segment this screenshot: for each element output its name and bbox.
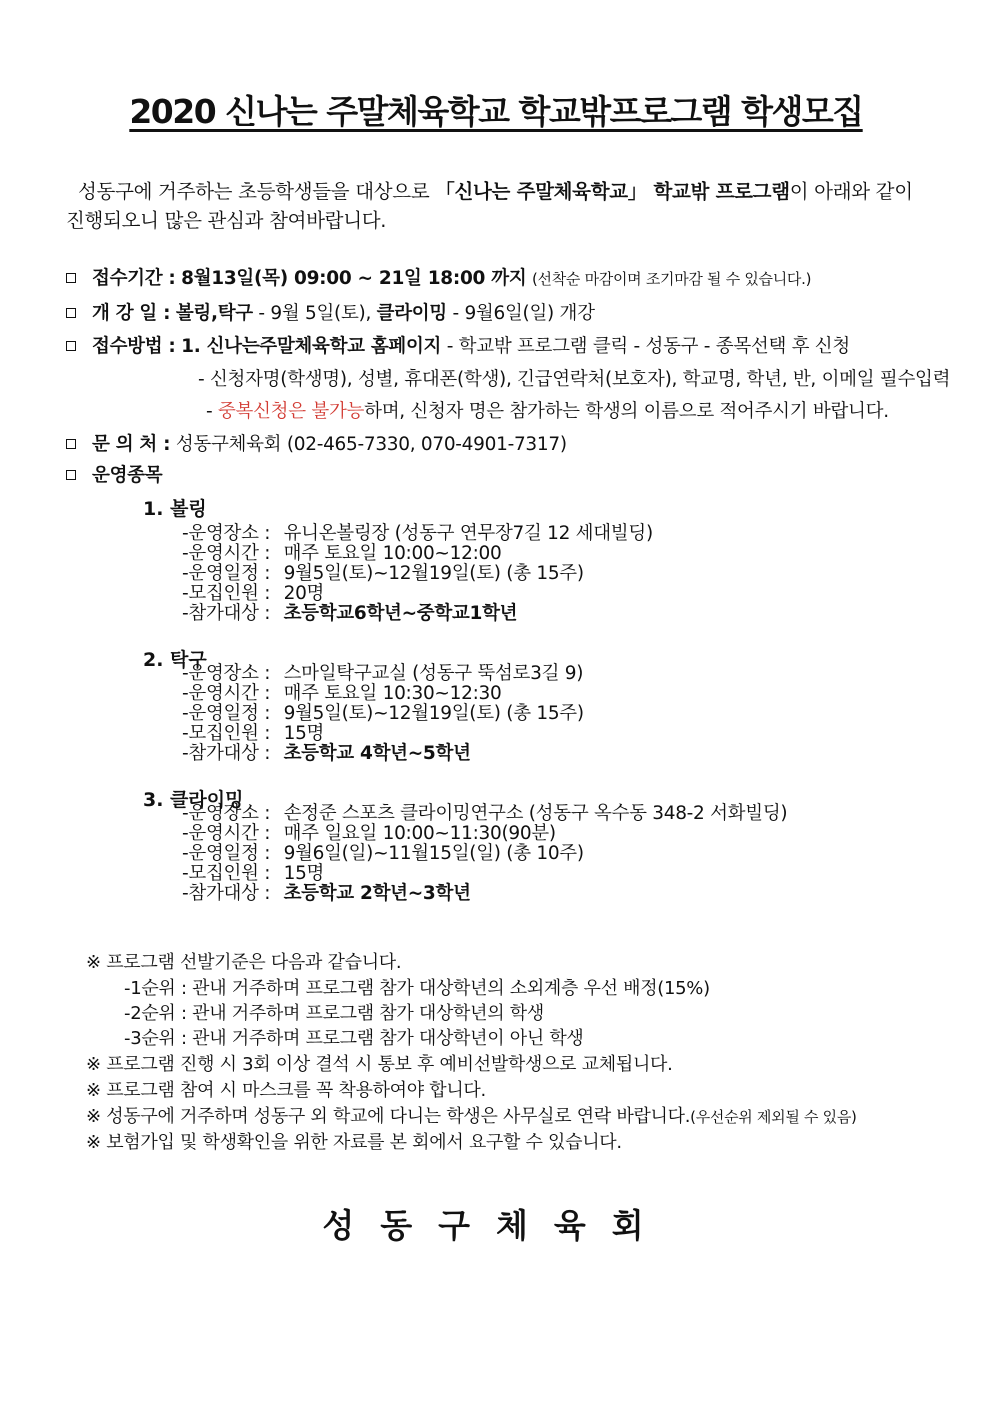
detail-value: 초등학교6학년~중학교1학년	[283, 603, 518, 624]
detail-label: -운영장소 :	[182, 523, 271, 544]
method-dash: -	[206, 401, 218, 422]
contact-row	[66, 430, 567, 456]
duplicate-warning: 중복신청은 불가능	[217, 401, 365, 422]
detail-row	[182, 844, 787, 864]
note-mask: ※ 프로그램 참여 시 마스크를 꼭 착용하여야 합니다.	[86, 1080, 486, 1101]
intro-line-2: 진행되오니 많은 관심과 참여바랍니다.	[66, 209, 387, 232]
intro-program-name: 「신나는 주말체육학교」 학교밖 프로그램	[435, 180, 790, 203]
square-bullet-icon	[66, 341, 76, 351]
page-title	[0, 86, 992, 133]
detail-label: -운영일정 :	[182, 843, 271, 864]
square-bullet-icon	[66, 308, 76, 318]
detail-value: 초등학교 4학년~5학년	[283, 743, 471, 764]
note-priority-exclusion: (우선순위 제외될 수 있음)	[690, 1108, 857, 1126]
note-rank-1: -1순위 : 관내 거주하며 프로그램 참가 대상학년의 소외계층 우선 배정(15%)	[124, 978, 710, 999]
sport-heading: 2. 탁구	[143, 649, 207, 671]
opening-sports-2: 클라이밍	[376, 303, 447, 324]
square-bullet-icon	[66, 470, 76, 480]
method-required-fields: - 신청자명(학생명), 성별, 휴대폰(학생), 긴급연락처(보호자), 학교명, 학년, 반, 이메일 필수입력	[198, 369, 951, 390]
sports-row	[66, 461, 162, 487]
square-bullet-icon	[66, 273, 76, 283]
sport-details	[182, 524, 653, 624]
method-name-note: 하며, 신청자 명은 참가하는 학생의 이름으로 적어주시기 바랍니다.	[364, 401, 889, 422]
reception-note: (선착순 마감이며 조기마감 될 수 있습니다.)	[532, 270, 812, 288]
reception-label: 접수기간 :	[92, 268, 176, 289]
detail-value: 유니온볼링장 (성동구 연무장7길 12 세대빌딩)	[283, 523, 653, 544]
detail-label: -모집인원 :	[182, 583, 271, 604]
square-bullet-icon	[66, 439, 76, 449]
detail-row	[182, 864, 787, 884]
reception-value: 8월13일(목) 09:00 ~ 21일 18:00 까지	[181, 268, 527, 289]
issuer-name: 성동구체육회	[322, 1206, 670, 1245]
detail-value: 9월5일(토)~12월19일(토) (총 15주)	[283, 563, 584, 584]
note-rank-2: -2순위 : 관내 거주하며 프로그램 참가 대상학년의 학생	[124, 1003, 544, 1024]
detail-value: 손정준 스포츠 클라이밍연구소 (성동구 옥수동 348-2 서화빌딩)	[283, 803, 788, 824]
detail-value: 15명	[283, 863, 325, 884]
method-steps: - 학교밖 프로그램 클릭 - 성동구 - 종목선택 후 신청	[441, 336, 850, 357]
detail-row	[182, 744, 584, 764]
opening-date-2: - 9월6일(일) 개강	[446, 303, 595, 324]
detail-row	[182, 664, 584, 684]
method-label: 접수방법 :	[92, 336, 176, 357]
opening-row	[66, 299, 595, 325]
opening-label: 개 강 일 :	[92, 303, 171, 324]
detail-row	[182, 544, 653, 564]
detail-row	[182, 604, 653, 624]
note-rank-3: -3순위 : 관내 거주하며 프로그램 참가 대상학년이 아닌 학생	[124, 1028, 584, 1049]
opening-date-1: - 9월 5일(토),	[252, 303, 377, 324]
sports-label: 운영종목	[92, 465, 163, 486]
detail-row	[182, 564, 653, 584]
detail-row	[182, 804, 787, 824]
detail-value: 15명	[283, 723, 325, 744]
detail-value: 20명	[283, 583, 325, 604]
detail-label: -운영일정 :	[182, 563, 271, 584]
sport-details	[182, 664, 584, 764]
detail-label: -운영장소 :	[182, 663, 271, 684]
detail-label: -운영시간 :	[182, 683, 271, 704]
detail-value: 스마일탁구교실 (성동구 뚝섬로3길 9)	[283, 663, 584, 684]
intro-line-1	[78, 176, 913, 204]
note-insurance: ※ 보험가입 및 학생확인을 위한 자료를 본 회에서 요구할 수 있습니다.	[86, 1132, 622, 1153]
detail-value: 초등학교 2학년~3학년	[283, 883, 471, 904]
detail-row	[182, 524, 653, 544]
detail-label: -참가대상 :	[182, 603, 271, 624]
detail-label: -운영일정 :	[182, 703, 271, 724]
note-selection-criteria: ※ 프로그램 선발기준은 다음과 같습니다.	[86, 952, 402, 973]
detail-value: 매주 토요일 10:30~12:30	[283, 683, 502, 704]
note-absence: ※ 프로그램 진행 시 3회 이상 결석 시 통보 후 예비선발학생으로 교체됩니다.	[86, 1054, 673, 1075]
method-row	[66, 332, 850, 358]
detail-label: -참가대상 :	[182, 743, 271, 764]
contact-value: 성동구체육회 (02-465-7330, 070-4901-7317)	[175, 434, 567, 455]
detail-value: 매주 토요일 10:00~12:00	[283, 543, 502, 564]
detail-label: -모집인원 :	[182, 863, 271, 884]
detail-value: 매주 일요일 10:00~11:30(90분)	[283, 823, 556, 844]
sport-details	[182, 804, 787, 904]
note-other-school-text: ※ 성동구에 거주하며 성동구 외 학교에 다니는 학생은 사무실로 연락 바랍니다.	[86, 1106, 691, 1127]
detail-row	[182, 584, 653, 604]
sport-heading: 1. 볼링	[143, 498, 207, 520]
note-other-school	[86, 1102, 857, 1128]
detail-row	[182, 884, 787, 904]
detail-label: -운영장소 :	[182, 803, 271, 824]
contact-label: 문 의 처 :	[92, 434, 171, 455]
detail-value: 9월5일(토)~12월19일(토) (총 15주)	[283, 703, 584, 724]
detail-value: 9월6일(일)~11월15일(일) (총 10주)	[283, 843, 584, 864]
method-duplicate-note	[206, 397, 889, 423]
detail-label: -운영시간 :	[182, 823, 271, 844]
detail-label: -모집인원 :	[182, 723, 271, 744]
detail-row	[182, 684, 584, 704]
method-homepage: 1. 신나는주말체육학교 홈페이지	[181, 336, 442, 357]
detail-label: -운영시간 :	[182, 543, 271, 564]
sport-heading: 3. 클라이밍	[143, 789, 244, 811]
detail-label: -참가대상 :	[182, 883, 271, 904]
detail-row	[182, 824, 787, 844]
page-title-text: 2020 신나는 주말체육학교 학교밖프로그램 학생모집	[129, 92, 863, 131]
intro-text-c: 이 아래와 같이	[789, 180, 913, 203]
detail-row	[182, 724, 584, 744]
opening-sports-1: 볼링,탁구	[175, 303, 253, 324]
reception-row	[66, 264, 811, 290]
intro-text-a: 성동구에 거주하는 초등학생들을 대상으로	[78, 180, 436, 203]
detail-row	[182, 704, 584, 724]
